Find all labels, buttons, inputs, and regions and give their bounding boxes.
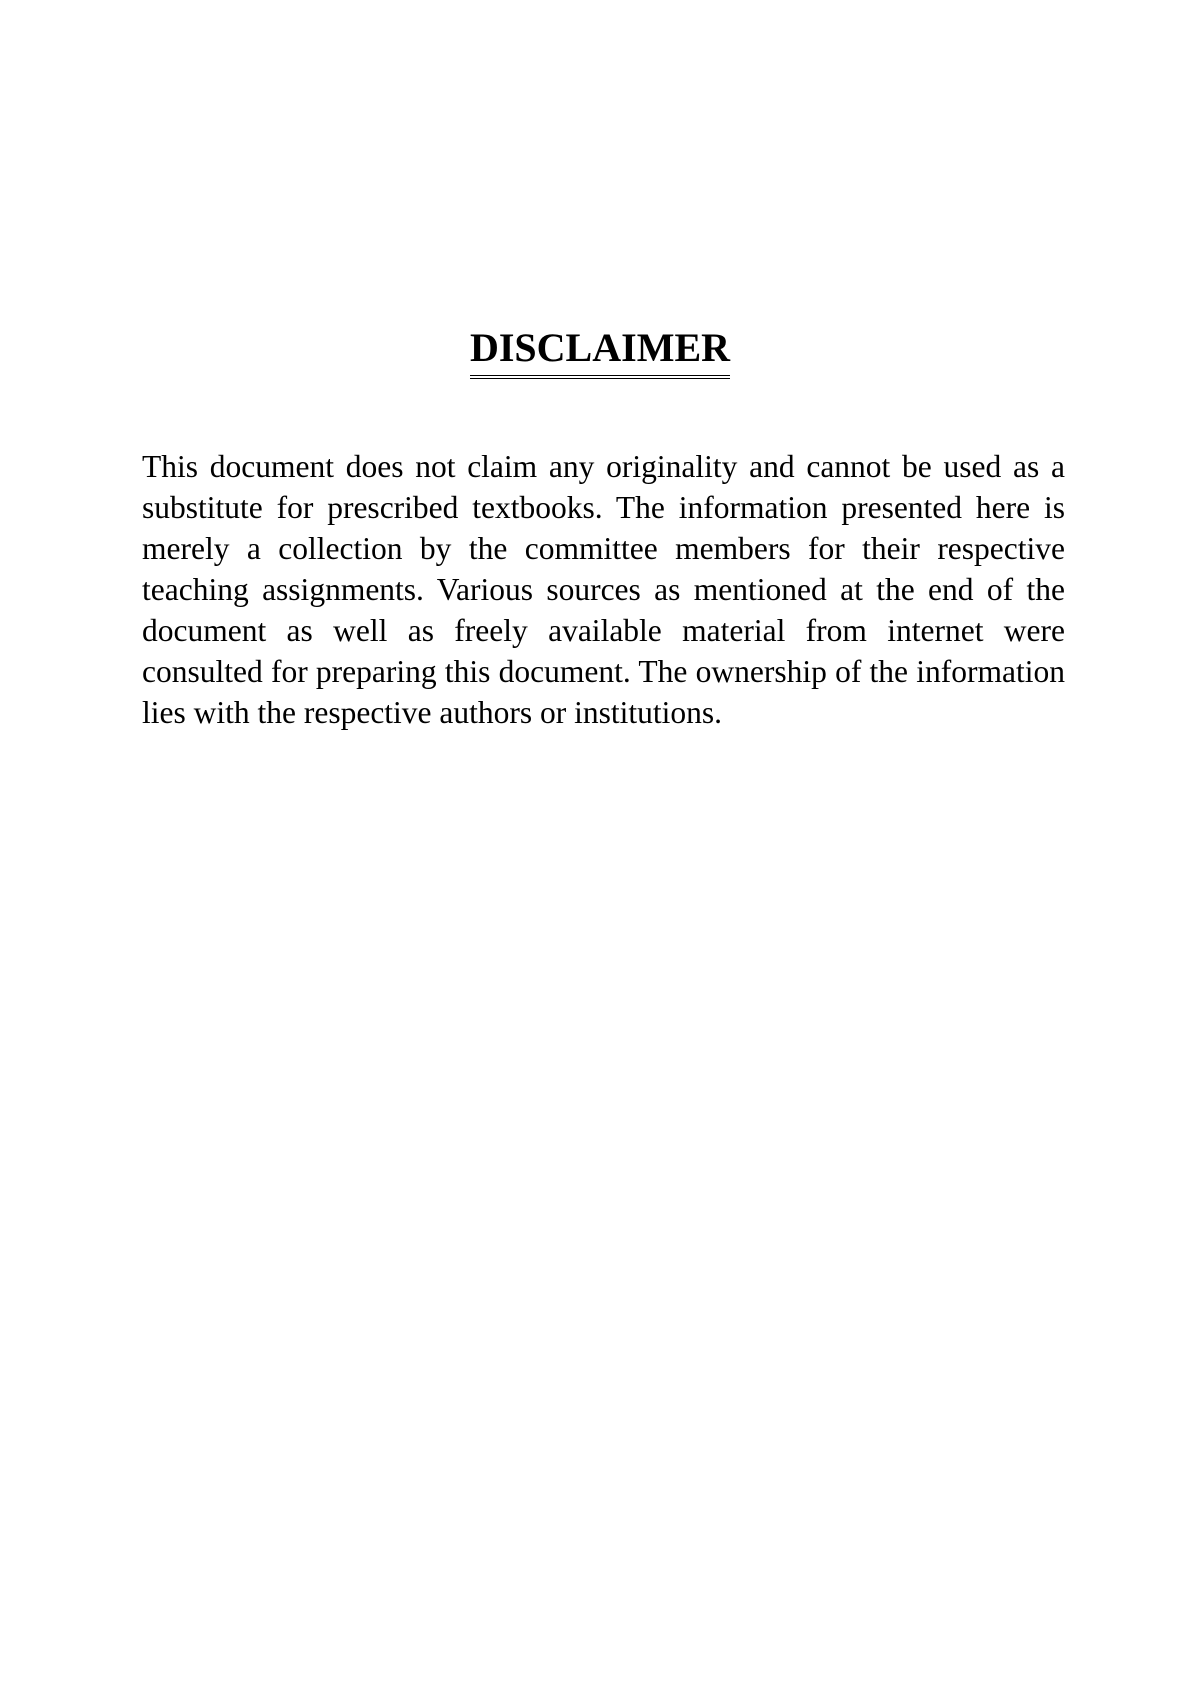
page-title xyxy=(0,324,1200,379)
title-text: DISCLAIMER xyxy=(470,324,730,379)
disclaimer-paragraph: This document does not claim any originality and cannot be used as a substitute for prescribed textbooks. The information presented here is merely a collection by the committee members for their respective teaching assignments. Various sources as mentioned at the end of the document as well as freely available material from internet were consulted for preparing this document. The ownership of the information lies with the respective authors or institutions. xyxy=(142,449,1065,730)
